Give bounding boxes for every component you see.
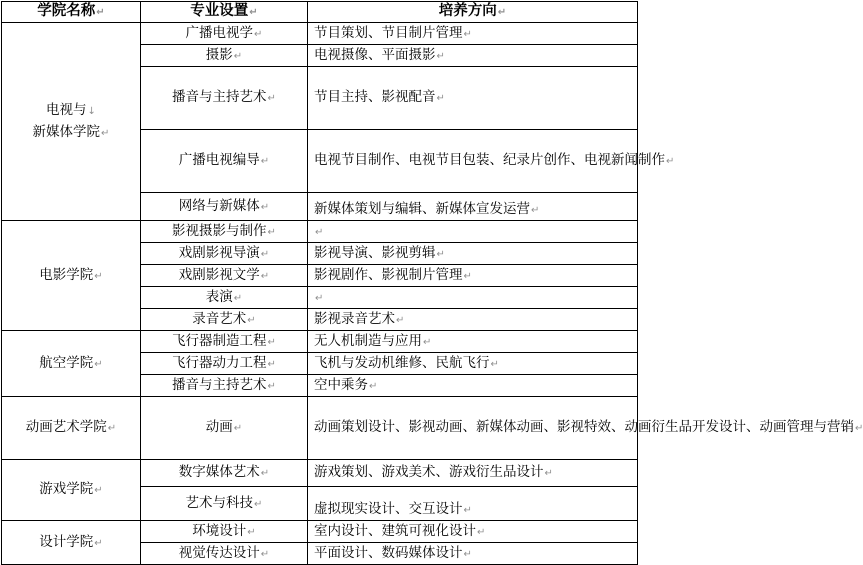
major-cell: 摄影↵ — [141, 45, 308, 67]
major-cell: 飞行器动力工程↵ — [141, 353, 308, 375]
college-cell-games: 游戏学院↵ — [2, 460, 141, 521]
table-row — [2, 397, 638, 460]
college-majors-table — [1, 1, 863, 565]
direction-cell: 节目策划、节目制片管理↵ — [308, 23, 638, 45]
direction-cell: 无人机制造与应用↵ — [308, 331, 638, 353]
major-cell: 播音与主持艺术↵ — [141, 67, 308, 130]
major-cell: 视觉传达设计↵ — [141, 543, 308, 565]
college-cell-design: 设计学院↵ — [2, 521, 141, 565]
direction-cell: 电视节目制作、电视节目包装、纪录片创作、电视新闻制作↵ — [308, 130, 638, 193]
college-cell-film: 电影学院↵ — [2, 221, 141, 331]
direction-cell: 电视摄像、平面摄影↵ — [308, 45, 638, 67]
major-cell: 艺术与科技↵ — [141, 487, 308, 521]
college-cell-animation: 动画艺术学院↵ — [2, 397, 141, 460]
table-row — [2, 221, 638, 243]
major-cell: 广播电视编导↵ — [141, 130, 308, 193]
direction-cell: 室内设计、建筑可视化设计↵ — [308, 521, 638, 543]
major-cell: 表演↵ — [141, 287, 308, 309]
direction-cell: 动画策划设计、影视动画、新媒体动画、影视特效、动画衍生品开发设计、动画管理与营销↵ — [308, 397, 638, 460]
major-cell: 录音艺术↵ — [141, 309, 308, 331]
major-cell: 飞行器制造工程↵ — [141, 331, 308, 353]
direction-cell: ↵ — [308, 221, 638, 243]
direction-cell: 空中乘务↵ — [308, 375, 638, 397]
table-row — [2, 521, 638, 543]
major-cell: 网络与新媒体↵ — [141, 193, 308, 221]
direction-cell: ↵ — [308, 287, 638, 309]
table-row — [2, 460, 638, 487]
direction-cell: 游戏策划、游戏美术、游戏衍生品设计↵ — [308, 460, 638, 487]
header-row — [2, 2, 638, 23]
direction-cell: 节目主持、影视配音↵ — [308, 67, 638, 130]
direction-cell: 影视剧作、影视制片管理↵ — [308, 265, 638, 287]
direction-cell: 虚拟现实设计、交互设计↵ — [308, 487, 638, 521]
direction-cell: 影视导演、影视剪辑↵ — [308, 243, 638, 265]
direction-cell: 平面设计、数码媒体设计↵ — [308, 543, 638, 565]
table-row — [2, 23, 638, 45]
header-college: 学院名称↵ — [2, 2, 141, 23]
major-cell: 广播电视学↵ — [141, 23, 308, 45]
major-cell: 戏剧影视导演↵ — [141, 243, 308, 265]
direction-cell: 飞机与发动机维修、民航飞行↵ — [308, 353, 638, 375]
table-row — [2, 331, 638, 353]
major-cell: 数字媒体艺术↵ — [141, 460, 308, 487]
college-cell-tv-new-media: 电视与↓ 新媒体学院↵ — [2, 23, 141, 221]
header-major: 专业设置↵ — [141, 2, 308, 23]
major-cell: 播音与主持艺术↵ — [141, 375, 308, 397]
direction-cell: 影视录音艺术↵ — [308, 309, 638, 331]
major-cell: 动画↵ — [141, 397, 308, 460]
major-cell: 影视摄影与制作↵ — [141, 221, 308, 243]
major-cell: 戏剧影视文学↵ — [141, 265, 308, 287]
college-cell-aviation: 航空学院↵ — [2, 331, 141, 397]
direction-cell: 新媒体策划与编辑、新媒体宣发运营↵ — [308, 193, 638, 221]
header-direction: 培养方向↵ — [308, 2, 638, 23]
major-cell: 环境设计↵ — [141, 521, 308, 543]
